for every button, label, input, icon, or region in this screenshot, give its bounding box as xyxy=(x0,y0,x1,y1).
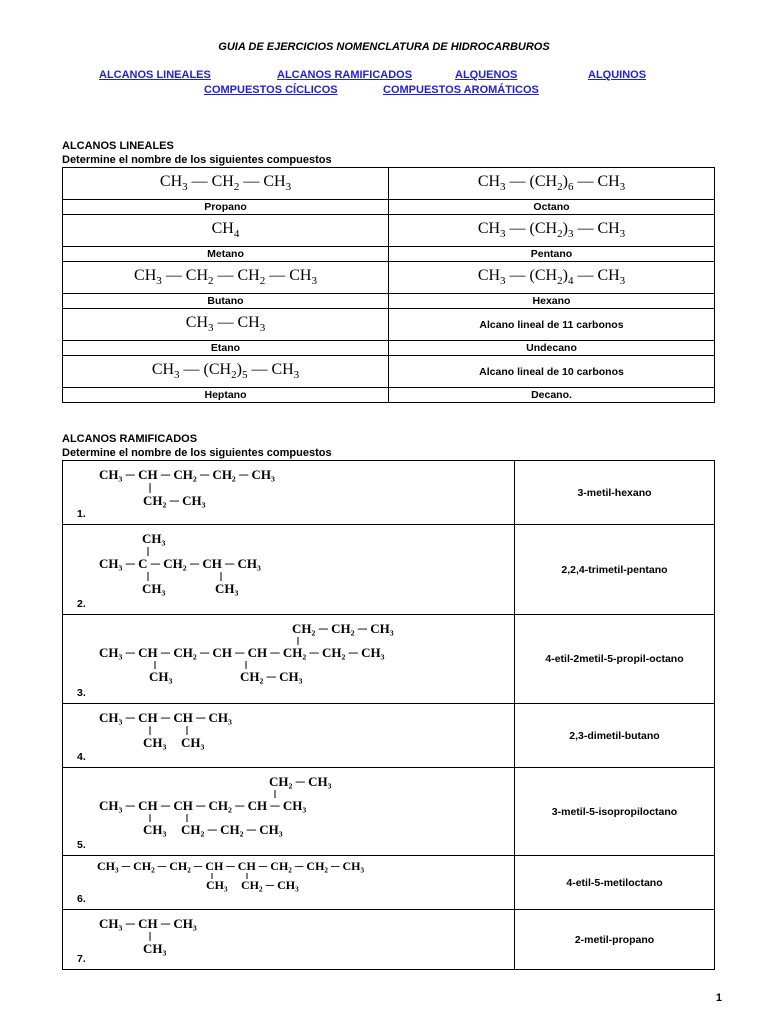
svg-text:CH₃ ─ CH ─ CH₂ ─ CH ─ CH ─ CH₂: CH₃ ─ CH ─ CH₂ ─ CH ─ CH ─ CH₂ ─ CH₂ ─ CH₃ xyxy=(99,645,385,660)
svg-text:CH₃: CH₃ xyxy=(215,581,239,596)
svg-text:CH₂ ─ CH₃: CH₂ ─ CH₃ xyxy=(241,878,299,892)
structure-2 xyxy=(63,525,514,615)
instruction-text: Determine el nombre de los siguientes compuestos xyxy=(62,447,332,459)
link-alcanos-lineales[interactable]: ALCANOS LINEALES xyxy=(99,69,211,81)
structure-cell xyxy=(63,461,515,525)
formula-hexano: $CH_3$ — $(CH_2)_4$ — $CH_3$ xyxy=(477,267,626,288)
structure-4 xyxy=(63,704,514,768)
svg-text:CH₃: CH₃ xyxy=(181,735,205,750)
svg-text:CH₃: CH₃ xyxy=(206,878,228,892)
svg-text:CH₃ ─ CH ─ CH ─ CH₃: CH₃ ─ CH ─ CH ─ CH₃ xyxy=(99,710,232,725)
section-title: ALCANOS RAMIFICADOS xyxy=(62,433,198,445)
description-cell: Alcano lineal de 11 carbonos xyxy=(389,309,715,341)
formula-metano: $CH_4$ xyxy=(211,220,240,241)
answer-cell: 2-metil-propano xyxy=(515,910,715,970)
svg-text:CH₂ ─ CH₂ ─ CH₃: CH₂ ─ CH₂ ─ CH₃ xyxy=(181,822,283,837)
formula-heptano: $CH_3$ — $(CH_2)_5$ — $CH_3$ xyxy=(151,361,300,382)
formula-etano: $CH_3$ — $CH_3$ xyxy=(185,314,266,335)
instruction-text: Determine el nombre de los siguientes compuestos xyxy=(62,154,332,166)
formula-cell xyxy=(63,168,389,200)
svg-text:CH₂ ─ CH₃: CH₂ ─ CH₃ xyxy=(143,493,206,508)
structure-1 xyxy=(63,461,514,525)
answer-cell: 3-metil-hexano xyxy=(515,461,715,525)
structure-6 xyxy=(63,856,514,910)
svg-text:CH₂ ─ CH₃: CH₂ ─ CH₃ xyxy=(269,774,332,789)
name-cell: Pentano xyxy=(389,247,715,262)
name-cell: Metano xyxy=(63,247,389,262)
svg-text:CH₃: CH₃ xyxy=(143,822,167,837)
link-compuestos-ciclicos[interactable]: COMPUESTOS CÍCLICOS xyxy=(204,84,338,96)
svg-text:CH₃ ─ CH ─ CH₂ ─ CH₂ ─ CH₃: CH₃ ─ CH ─ CH₂ ─ CH₂ ─ CH₃ xyxy=(99,467,275,482)
formula-cell xyxy=(63,309,389,341)
name-cell: Etano xyxy=(63,341,389,356)
svg-text:CH₃ ─ CH ─ CH ─ CH₂ ─ CH ─ CH₃: CH₃ ─ CH ─ CH ─ CH₂ ─ CH ─ CH₃ xyxy=(99,798,307,813)
svg-text:CH₂ ─ CH₂ ─ CH₃: CH₂ ─ CH₂ ─ CH₃ xyxy=(292,621,394,636)
section-heading-alcanos-ramificados xyxy=(62,432,332,460)
svg-text:CH₃: CH₃ xyxy=(143,941,167,956)
svg-text:CH₃ ─ CH₂ ─ CH₂ ─ CH ─ CH ─ CH: CH₃ ─ CH₂ ─ CH₂ ─ CH ─ CH ─ CH₂ ─ CH₂ ─ CH₃ xyxy=(97,859,365,873)
name-cell: Butano xyxy=(63,294,389,309)
svg-text:CH₃: CH₃ xyxy=(142,531,166,546)
description-cell: Alcano lineal de 10 carbonos xyxy=(389,356,715,388)
link-alcanos-ramificados[interactable]: ALCANOS RAMIFICADOS xyxy=(277,69,413,81)
svg-text:CH₂ ─ CH₃: CH₂ ─ CH₃ xyxy=(240,669,303,684)
name-cell: Heptano xyxy=(63,388,389,403)
structure-cell xyxy=(63,910,515,970)
formula-butano: $CH_3$ — $CH_2$ — $CH_2$ — $CH_3$ xyxy=(134,267,317,288)
name-cell: Propano xyxy=(63,200,389,215)
exercise-number: 6. xyxy=(77,893,86,905)
section-heading-alcanos-lineales xyxy=(62,139,332,167)
svg-text:CH₃: CH₃ xyxy=(149,669,173,684)
structure-cell xyxy=(63,615,515,704)
structure-5 xyxy=(63,768,514,856)
answer-cell: 4-etil-5-metiloctano xyxy=(515,856,715,910)
exercise-number: 3. xyxy=(77,687,86,699)
page-number: 1 xyxy=(715,992,722,1004)
structure-3 xyxy=(63,615,514,704)
svg-text:CH₃ ─ CH ─ CH₃: CH₃ ─ CH ─ CH₃ xyxy=(99,916,197,931)
answer-cell: 2,3-dimetil-butano xyxy=(515,704,715,768)
link-alquenos[interactable]: ALQUENOS xyxy=(455,69,518,81)
linear-alkanes-table xyxy=(62,167,715,403)
svg-text:CH₃: CH₃ xyxy=(142,581,166,596)
formula-cell xyxy=(389,262,715,294)
exercise-number: 2. xyxy=(77,598,86,610)
name-cell: Hexano xyxy=(389,294,715,309)
svg-text:CH₃ ─ C ─ CH₂ ─ CH ─ CH₃: CH₃ ─ C ─ CH₂ ─ CH ─ CH₃ xyxy=(99,556,261,571)
structure-cell xyxy=(63,704,515,768)
formula-cell xyxy=(389,215,715,247)
name-cell: Decano. xyxy=(389,388,715,403)
formula-cell xyxy=(63,215,389,247)
answer-cell: 3-metil-5-isopropiloctano xyxy=(515,768,715,856)
branched-alkanes-table xyxy=(62,460,715,970)
structure-cell xyxy=(63,856,515,910)
link-alquinos[interactable]: ALQUINOS xyxy=(588,69,647,81)
section-title: ALCANOS LINEALES xyxy=(62,140,174,152)
formula-cell xyxy=(389,168,715,200)
formula-octano: $CH_3$ — $(CH_2)_6$ — $CH_3$ xyxy=(477,173,626,194)
structure-7 xyxy=(63,910,514,970)
svg-text:CH₃: CH₃ xyxy=(143,735,167,750)
formula-pentano: $CH_3$ — $(CH_2)_3$ — $CH_3$ xyxy=(477,220,626,241)
exercise-number: 5. xyxy=(77,839,86,851)
page-title: GUIA DE EJERCICIOS NOMENCLATURA DE HIDROCARBUROS xyxy=(218,41,550,53)
formula-cell xyxy=(63,356,389,388)
exercise-number: 4. xyxy=(77,751,86,763)
link-compuestos-aromaticos[interactable]: COMPUESTOS AROMÁTICOS xyxy=(383,84,539,96)
structure-cell xyxy=(63,525,515,615)
structure-cell xyxy=(63,768,515,856)
answer-cell: 2,2,4-trimetil-pentano xyxy=(515,525,715,615)
formula-cell xyxy=(63,262,389,294)
formula-propano: $CH_3$ — $CH_2$ — $CH_3$ xyxy=(159,173,292,194)
exercise-number: 7. xyxy=(77,953,86,965)
exercise-number: 1. xyxy=(77,508,86,520)
name-cell: Octano xyxy=(389,200,715,215)
name-cell: Undecano xyxy=(389,341,715,356)
answer-cell: 4-etil-2metil-5-propil-octano xyxy=(515,615,715,704)
